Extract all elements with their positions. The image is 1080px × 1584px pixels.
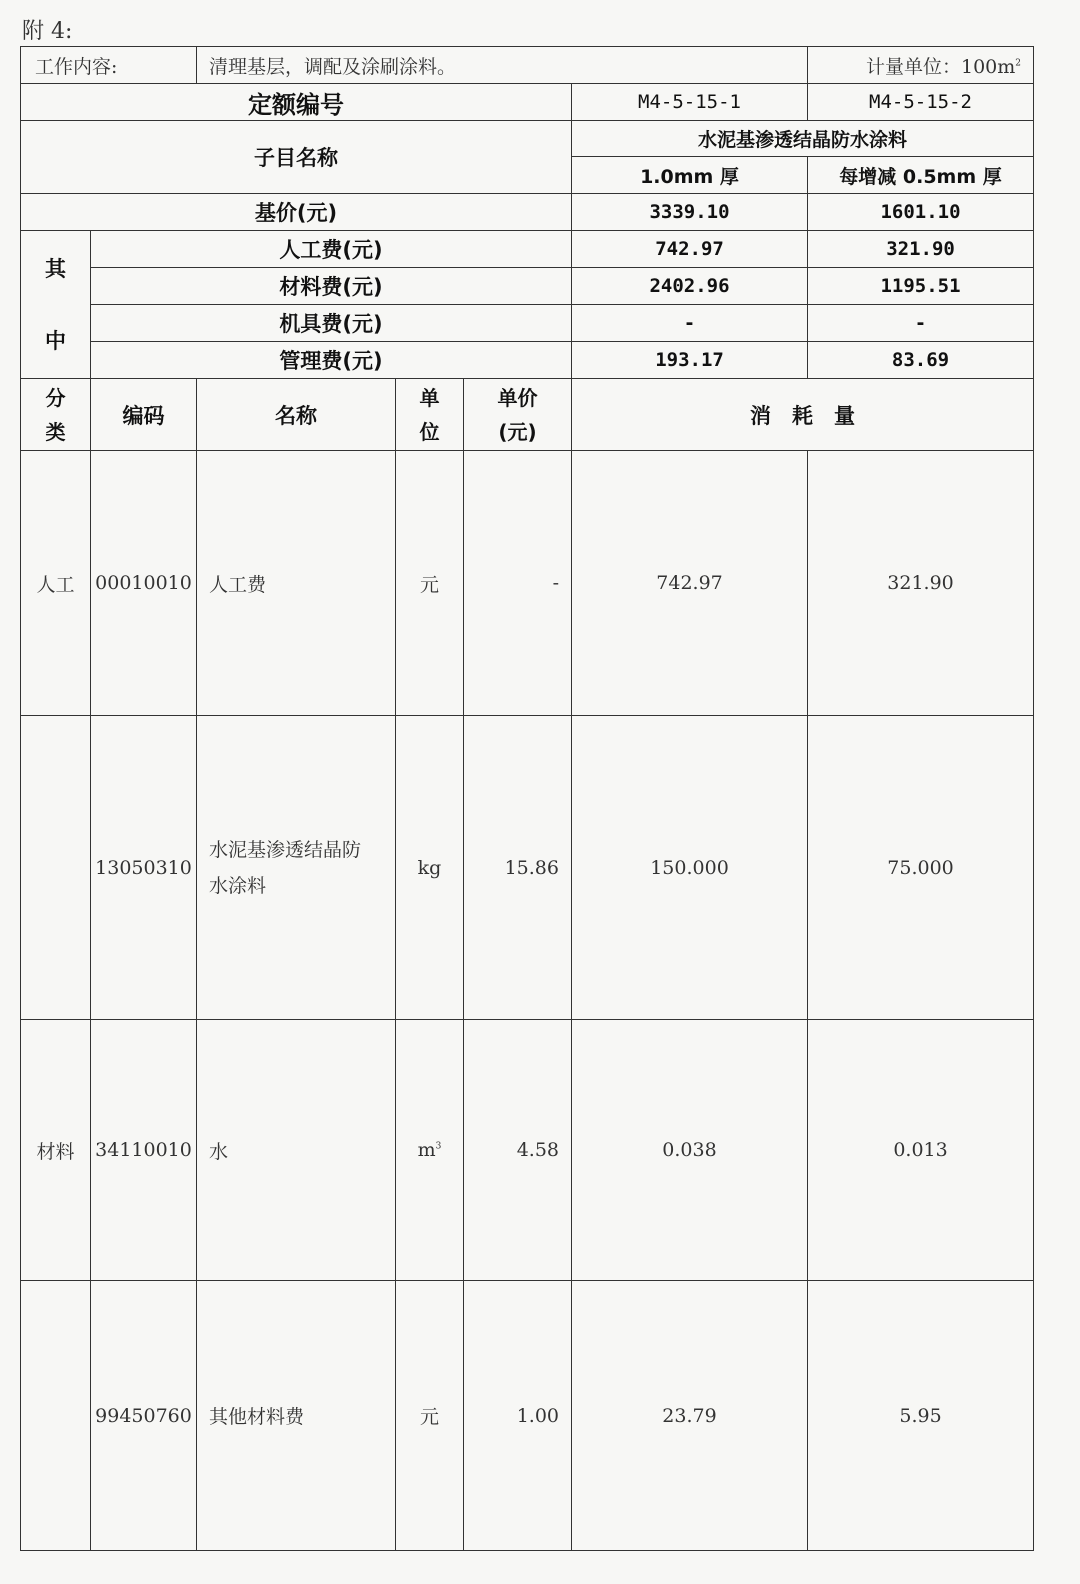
item-name: 人工费 [197,451,396,716]
qizhong-row-labor [21,231,1034,268]
qizhong-row-label: 管理费(元) [91,342,572,379]
table-row [21,451,1034,716]
item-code: 00010010 [91,451,197,716]
sub-name-1: 1.0mm 厚 [572,157,808,194]
qizhong-row-value-1: 193.17 [572,342,808,379]
table-row [21,1281,1034,1551]
item-category [21,1281,91,1551]
item-quantity-2: 0.013 [808,1020,1034,1281]
item-unit: 元 [396,1281,464,1551]
qizhong-row-value-2: 83.69 [808,342,1034,379]
item-name [197,716,396,1020]
item-unit: 元 [396,451,464,716]
item-name: 其他材料费 [197,1281,396,1551]
col-price-line-2: (元) [498,419,537,444]
qizhong-row-value-1: 742.97 [572,231,808,268]
quota-code-row [21,84,1034,121]
qizhong-row-value-2: - [808,305,1034,342]
item-category [21,716,91,1020]
item-name-line-2: 水涂料 [209,874,267,897]
qizhong-row-value-1: 2402.96 [572,268,808,305]
col-unit-char-1: 单 [419,385,440,410]
qizhong-row-machine [21,305,1034,342]
qizhong-row-material [21,268,1034,305]
sub-name-row-1 [21,121,1034,157]
item-quantity-2: 321.90 [808,451,1034,716]
quota-code-2: M4-5-15-2 [808,84,1034,121]
item-quantity-1: 150.000 [572,716,808,1020]
item-price: 1.00 [464,1281,572,1551]
item-unit-text: m [417,1139,436,1161]
item-price: 4.58 [464,1020,572,1281]
quota-code-label: 定额编号 [21,84,572,121]
column-header-row [21,379,1034,451]
item-quantity-1: 0.038 [572,1020,808,1281]
measurement-unit-text: 计量单位：100m [865,55,1016,78]
col-consumption-header: 消 耗 量 [572,379,1034,451]
sub-name-label: 子目名称 [21,121,572,194]
measurement-unit-sup: 2 [1015,58,1022,69]
col-category-header [21,379,91,451]
qizhong-row-label: 人工费(元) [91,231,572,268]
qizhong-char-2: 中 [45,328,66,353]
work-content-label: 工作内容: [21,47,197,84]
work-content-text: 清理基层，调配及涂刷涂料。 [197,47,808,84]
qizhong-row-value-2: 321.90 [808,231,1034,268]
item-name-line-1: 水泥基渗透结晶防 [209,838,362,861]
item-quantity-2: 5.95 [808,1281,1034,1551]
item-price: 15.86 [464,716,572,1020]
col-name-header: 名称 [197,379,396,451]
base-price-label: 基价(元) [21,194,572,231]
qizhong-row-value-2: 1195.51 [808,268,1034,305]
col-code-header: 编码 [91,379,197,451]
item-price: - [464,451,572,716]
item-quantity-1: 742.97 [572,451,808,716]
item-code: 13050310 [91,716,197,1020]
attachment-label: 附 4: [22,19,73,44]
item-category: 材料 [21,1020,91,1281]
qizhong-label [21,231,91,379]
item-unit-sup: 3 [435,1141,442,1152]
work-content-row [21,47,1034,84]
col-category-char-1: 分 [45,385,66,410]
qizhong-row-label: 材料费(元) [91,268,572,305]
qizhong-row-label: 机具费(元) [91,305,572,342]
col-category-char-2: 类 [45,419,66,444]
col-unit-header [396,379,464,451]
item-unit [396,1020,464,1281]
quota-code-1: M4-5-15-1 [572,84,808,121]
base-price-1: 3339.10 [572,194,808,231]
item-code: 34110010 [91,1020,197,1281]
table-row [21,1020,1034,1281]
item-quantity-2: 75.000 [808,716,1034,1020]
sub-name-2: 每增减 0.5mm 厚 [808,157,1034,194]
item-category: 人工 [21,451,91,716]
col-price-header [464,379,572,451]
qizhong-row-management [21,342,1034,379]
base-price-row [21,194,1034,231]
item-name: 水 [197,1020,396,1281]
measurement-unit [808,47,1034,84]
item-unit: kg [396,716,464,1020]
col-unit-char-2: 位 [419,419,440,444]
item-quantity-1: 23.79 [572,1281,808,1551]
quota-table [20,46,1034,1551]
qizhong-row-value-1: - [572,305,808,342]
qizhong-char-1: 其 [45,256,66,281]
sub-name-group: 水泥基渗透结晶防水涂料 [572,121,1034,157]
item-code: 99450760 [91,1281,197,1551]
table-row [21,716,1034,1020]
base-price-2: 1601.10 [808,194,1034,231]
col-price-line-1: 单价 [497,385,538,410]
